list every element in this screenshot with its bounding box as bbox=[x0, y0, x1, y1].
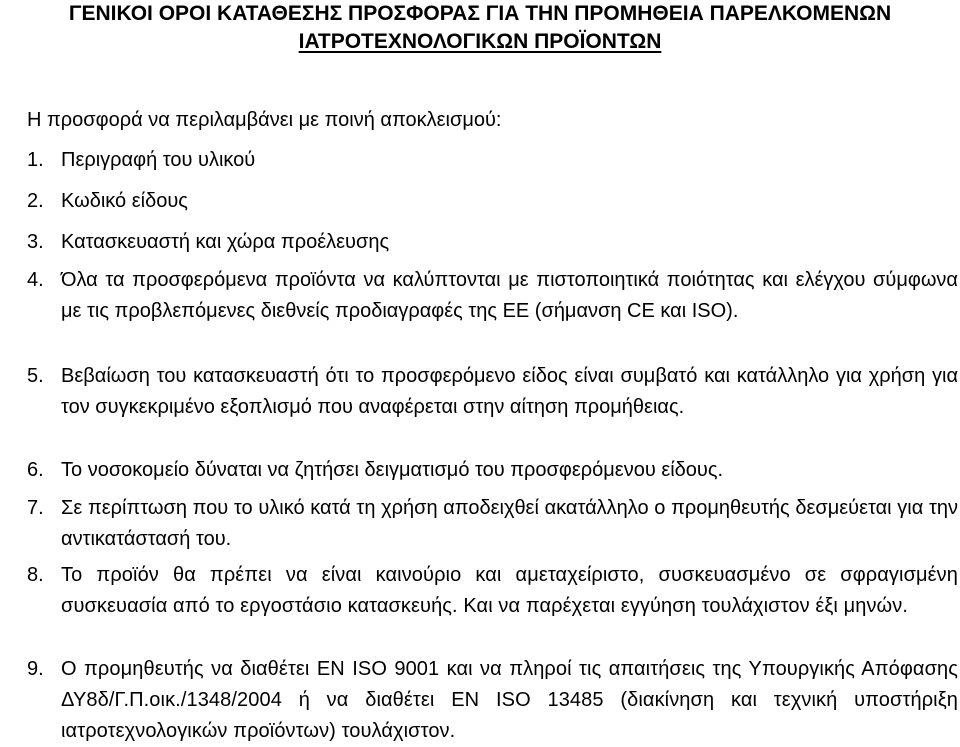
list-item-text: Όλα τα προσφερόμενα προϊόντα να καλύπτονται με πιστοποιητικά ποιότητας και ελέγχου σύμφωνα με τις προβλεπόμενες διεθνείς προδιαγραφές της ΕΕ (σήμανση CE και ISO). bbox=[61, 269, 958, 322]
list-item-text: Σε περίπτωση που το υλικό κατά τη χρήση αποδειχθεί ακατάλληλο ο προμηθευτής δεσμεύεται για την αντικατάστασή του. bbox=[61, 497, 958, 550]
list-item-number: 2. bbox=[27, 190, 44, 212]
list-item-number: 9. bbox=[27, 658, 44, 680]
list-item-number: 1. bbox=[27, 149, 44, 171]
document-title-line-2: ΙΑΤΡΟΤΕΧΝΟΛΟΓΙΚΩΝ ΠΡΟΪΟΝΤΩΝ bbox=[298, 30, 662, 53]
list-item-text: Το προϊόν θα πρέπει να είναι καινούριο και αμεταχείριστο, συσκευασμένο σε σφραγισμένη συσκευασία από το εργοστάσιο κατασκευής. Και να παρέχεται εγγύηση τουλάχιστον έξι μηνών. bbox=[61, 564, 958, 617]
list-item-number: 5. bbox=[27, 365, 44, 387]
list-item-text: Κωδικό είδους bbox=[61, 190, 188, 212]
document-title-line-1: ΓΕΝΙΚΟΙ ΟΡΟΙ ΚΑΤΑΘΕΣΗΣ ΠΡΟΣΦΟΡΑΣ ΓΙΑ ΤΗΝ ΠΡΟΜΗΘΕΙΑ ΠΑΡΕΛΚΟΜΕΝΩΝ bbox=[68, 2, 892, 25]
list-item-text: Ο προμηθευτής να διαθέτει EN ISO 9001 και να πληροί τις απαιτήσεις της Υπουργικής Απόφασης ΔΥ8δ/Γ.Π.οικ./1348/2004 ή να διαθέτει EN ISO 13485 (διακίνηση και τεχνική υποστήριξη ιατροτεχνολογικών προϊόντων) τουλάχιστον. bbox=[61, 658, 958, 742]
list-item-number: 8. bbox=[27, 564, 44, 586]
list-item-number: 4. bbox=[27, 269, 44, 291]
list-item-text: Το νοσοκομείο δύναται να ζητήσει δειγματισμό του προσφερόμενου είδους. bbox=[61, 459, 724, 481]
list-item-text: Βεβαίωση του κατασκευαστή ότι το προσφερόμενο είδος είναι συμβατό και κατάλληλο για χρήση για τον συγκεκριμένο εξοπλισμό που αναφέρεται στην αίτηση προμήθειας. bbox=[61, 365, 958, 418]
list-item-text: Κατασκευαστή και χώρα προέλευσης bbox=[61, 231, 390, 253]
intro-text: Η προσφορά να περιλαμβάνει με ποινή αποκλεισμού: bbox=[27, 109, 502, 131]
list-item-number: 6. bbox=[27, 459, 44, 481]
list-item-number: 3. bbox=[27, 231, 44, 253]
list-item-text: Περιγραφή του υλικού bbox=[61, 149, 256, 171]
list-item-number: 7. bbox=[27, 497, 44, 519]
